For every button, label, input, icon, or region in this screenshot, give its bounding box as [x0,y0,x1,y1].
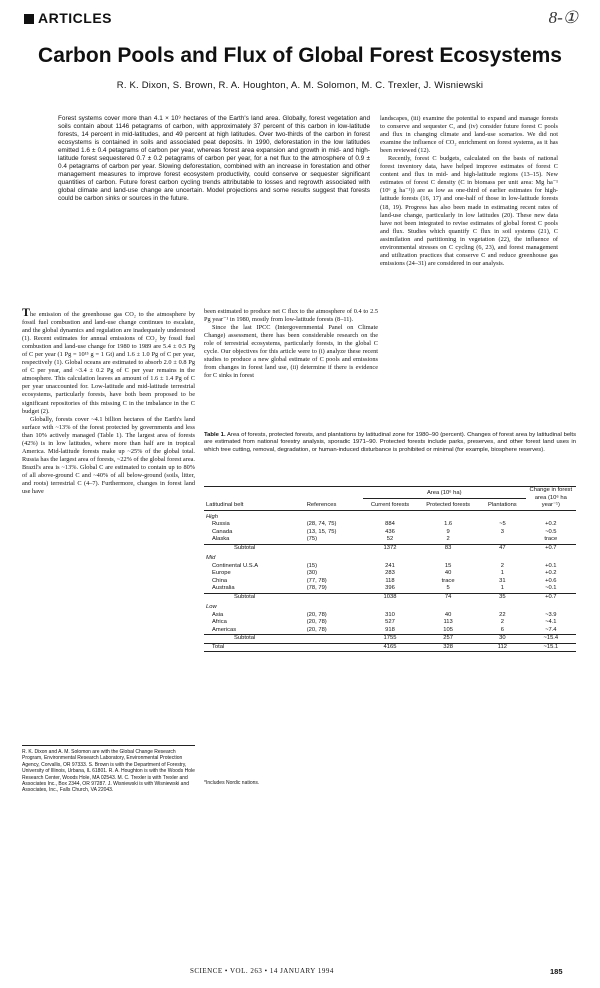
table-cell-plantations [479,536,525,544]
left-column-body [22,305,195,496]
table-cell-plantations: 31 [499,577,506,584]
section-tag [24,10,112,26]
body-paragraph: landscapes, (iii) examine the potential to expand and manage forests to conserve and sequester C, and (iv) consider future forest C pools and flux in changing climate and land-use scenarios. We did not examine the influence of CO₂ enrichment on forest systems, as it has been reviewed (12). [380,115,558,155]
table-cell-references: (28, 74, 75) [306,521,337,527]
author-list: R. K. Dixon, S. Brown, R. A. Houghton, A. M. Solomon, M. C. Trexler, J. Wisniewski [116,80,484,91]
table-cell-plantations: 1 [500,585,504,591]
country-name: Africa [212,619,227,625]
table-caption [204,432,576,454]
table-cell-change: ~7.4 [545,626,557,633]
table-cell-protected: 328 [417,643,479,652]
table-cell-protected: trace [441,577,455,584]
change-header: Change in forest area (10⁶ ha year⁻¹) [526,487,576,511]
table-cell-change: ~4.1 [545,619,557,625]
abstract: Forest systems cover more than 4.1 × 10⁹ hectares of the Earth's land area. Globally, forest vegetation and soils contain about 1146 petagrams of carbon, with approximately 37 percent of this carbon in low-latitude forests, 14 percent in mid-latitudes, and 49 percent at high latitudes. Over two-thirds of the carbon in forest ecosystems is contained in soils and associated peat deposits. In 1990, deforestation in the low latitudes emitted 1.6 ± 0.4 petagrams of carbon per year, whereas forest area expansion and growth in mid- and high-latitude forest sequestered 0.7 ± 0.2 petagrams of carbon per year, for a net flux to the atmosphere of 0.9 ± 0.4 petagrams of carbon per year. Slowing deforestation, combined with an increase in forestation and other management measures to improve forest ecosystem productivity, could conserve or sequester significant quantities of carbon. Future forest carbon cycling trends attributable to losses and regrowth associated with global climate and land-use change are uncertain. Model projections and some results suggest that forests could be carbon sinks or sources in the future. [58,115,370,203]
table-row [204,536,576,544]
table-cell-references: (77, 78) [306,577,327,584]
table-cell-current: 283 [385,570,395,576]
table-row [204,635,576,644]
table-row [204,563,576,571]
table-cell-plantations: 47 [479,544,525,552]
table-cell-references [305,643,363,652]
table-cell-plantations: 22 [499,611,506,618]
table-cell-change: trace [544,536,558,542]
table-cell-change: ~0.5 [545,528,557,535]
table-cell-change: ~15.4 [526,635,576,644]
table-cell-current: 527 [385,619,395,625]
current-forests-header: Current forests [363,498,417,510]
table-cell-change: +0.2 [545,521,557,527]
table-row [204,521,576,529]
body-paragraph-text: he emission of the greenhouse gas CO₂ to the atmosphere by fossil fuel combustion and land-use change continues to escalate, and the global dynamics and regulation are inadequately understood (1). Recent estimates for annual emissions of CO₂ by fossil fuel combustion and land-use change for 1980 to 1989 are 5.4 ± 0.5 Pg of C per year (1 Pg = 10¹⁵ g = 1 Gt) and 1.6 ± 1.0 Pg of C per year, respectively (1). Global oceans are estimated to absorb 2.0 ± 0.8 Pg of C per year, and ~3.4 ± 0.2 Pg of C per year remains in the atmosphere. This calculation leaves an amount of 1.6 ± 1.4 Pg of C per year unaccounted for. Low-latitude and mid-latitude terrestrial ecosystems, particularly forests, have both been proposed to be significant repositories of this missing C in the imbalance in the C budget (2). [22,311,195,415]
table-cell-change: ~0.1 [545,585,557,591]
subtotal-label: Subtotal [204,593,305,601]
table-cell-change: +0.7 [526,593,576,601]
footnote-divider [22,745,195,746]
subtotal-label: Subtotal [204,635,305,644]
table-header-row [204,498,576,510]
table-region-row [204,510,576,521]
country-name: Americas [212,626,237,633]
country-name: Alaska [212,536,230,542]
table-cell-protected: 113 [443,619,453,625]
table-cell-references [305,593,363,601]
author-affiliations-footnote: R. K. Dixon and A. M. Solomon are with the Global Change Research Program, Environmental Research Laboratory, Environmental Protection Agency, Corvallis, OR 97333. S. Brown is with the Department of Forestry, University of Illinois, Urbana, IL 61801. R. A. Houghton is with the Woods Hole Research Center, Woods Hole, MA 02543. M. C. Trexler is with Trexler and Associates Inc., Box 2344, OR 97287. J. Wisniewski is with Wisniewski and Associates, Inc., Falls Church, VA 22043. [22,749,195,794]
plantations-header: Plantations [479,498,525,510]
table-row [204,578,576,586]
region-label: Low [206,604,217,610]
table-cell-current: 436 [385,528,395,535]
table-cell-change: ~3.9 [545,611,557,618]
country-name: Asia [212,611,224,618]
country-name: Europe [212,570,231,576]
region-label: Mid [206,555,216,561]
table-row [204,529,576,537]
table-cell-current: 310 [385,611,395,618]
table-row [204,570,576,578]
table-region-row [204,601,576,612]
table-cell-protected: 40 [444,570,452,576]
subtotal-label: Subtotal [204,544,305,552]
table-row [204,627,576,635]
right-column-intro [380,115,558,268]
table-cell-current: 4165 [363,643,417,652]
table-cell-change: +0.1 [545,562,557,569]
handwritten-note: 8-① [548,8,578,27]
table-cell-change: +0.7 [526,544,576,552]
table-cell-references [305,635,363,644]
table-cell-plantations: 6 [500,626,504,633]
body-paragraph: Globally, forests cover ~4.1 billion hectares of the Earth's land surface with ~13% of the forest protected by governments and less than 10% actively managed (Table 1). The largest area of forests (42%) is in low latitudes, where more than half are in tropical America. Mid-latitude forests make up ~25% of the global total. Russia has the largest area of forests, ~22% of the global forest area. Brazil's area is ~13%. Global C are estimated to contain up to 80% of all above-ground C and ~40% of all below-ground (soils, litter, and roots) terrestrial C (4–7). Furthermore, changes in forest land use have [22,415,195,496]
table-region-row [204,552,576,563]
protected-forests-header: Protected forests [417,498,479,510]
table-cell-protected: 9 [446,528,450,535]
table-row [204,643,576,652]
table-cell-protected: 40 [444,611,452,618]
table-cell-current: 1755 [363,635,417,644]
page-number: 185 [550,967,563,976]
body-paragraph [22,305,195,416]
table-cell-current: 884 [385,521,395,527]
table-body [204,510,576,652]
drop-cap: T [22,305,31,319]
table-cell-current: 1372 [363,544,417,552]
table-row [204,619,576,627]
table-cell-protected: 83 [417,544,479,552]
table-cell-plantations: 1 [500,570,504,576]
table-cell-references: (20, 78) [306,619,327,625]
table-cell-current: 396 [385,585,395,591]
table-row [204,544,576,552]
total-label: Total [204,643,305,652]
body-paragraph: been estimated to produce net C flux to the atmosphere of 0.4 to 2.5 Pg year⁻¹ in 1980, mostly from low-latitude forests (8–11). [204,308,378,324]
table-cell-protected: 257 [417,635,479,644]
table-cell-references: (20, 78) [306,626,327,633]
table-cell-change: +0.2 [545,570,557,576]
table-cell-plantations: 30 [479,635,525,644]
article-title: Carbon Pools and Flux of Global Forest Ecosystems [38,44,562,67]
table-row [204,612,576,620]
table-cell-protected: 5 [446,585,450,591]
region-label: High [206,513,218,520]
belt-header: Latitudinal belt [204,498,305,510]
forest-area-table [204,486,576,652]
table-cell-references: (78, 79) [306,585,327,591]
section-bullet-icon [24,14,34,24]
country-name: Canada [212,528,233,535]
table-row [204,585,576,593]
body-paragraph: Recently, forest C budgets, calculated on the basis of national forest inventory data, have helped improve estimates of forest C content and flux in mid- and high-latitude regions (13–15). New estimates of forest C density (C in biomass per unit area: Mg ha⁻¹ (10⁶ g ha⁻¹)) are as low as one-third of earlier estimates for high-latitude forests (16, 17) and one-half of those in low-latitude forests (18, 19). Progress has also been made in estimating recent rates of land-use change, particularly in low latitudes (20). These new data have not been integrated to revise estimates of global forest C pools and flux. Studies which quantify C flux in soil systems (21), C assimilation and partitioning in vegetation (22), the influence of environmental stresses on C cycling (6, 23), and forest management and utilization practices that conserve C and reduce greenhouse gas emissions (24–31) are considered in our analysis. [380,155,558,267]
table-cell-change: +0.6 [545,577,557,584]
table-cell-plantations: 112 [479,643,525,652]
middle-column-body [204,308,378,380]
table-cell-protected: 1.6 [444,521,453,527]
country-name: Australia [212,585,235,591]
table-cell-current: 918 [385,626,395,633]
table-cell-plantations: 3 [500,528,504,535]
table-cell-protected: 74 [417,593,479,601]
table-caption-text: Area of forests, protected forests, and plantations by latitudinal zone for 1980–90 (percent). Changes of forest area by latitudinal belts are estimated from national forestry analysis, sporadic 1971–90. Protected forests include parks, preserves, and other forest land uses in which tree cutting, removal, degradation, or human-induced disturbance is prohibited or minimal (for example, biosphere reserves). [204,432,577,453]
table-cell-references: (30) [306,570,318,576]
table-cell-current: 1038 [363,593,417,601]
table-cell-references: (13, 15, 75) [306,528,337,535]
body-paragraph: Since the last IPCC (Intergovernmental Panel on Climate Change) assessment, there has been considerable research on the role of terrestrial ecosystems, particularly forests, in the global C cycle. Our objectives for this article were to (i) analyze these recent studies to produce a new global estimate of C pools and emissions from changes in forest land use, (ii) determine if there is evidence for C sinks in forest [204,324,378,380]
journal-citation: SCIENCE • VOL. 263 • 14 JANUARY 1994 [190,967,334,975]
area-group-header: Area (10⁶ ha) [363,487,526,499]
table-cell-current: 118 [385,577,395,584]
table-footnote: *Includes Nordic nations. [204,780,260,786]
country-name: Continental U.S.A [212,562,259,569]
table-cell-change: ~15.1 [526,643,576,652]
table-row [204,593,576,601]
section-label: ARTICLES [38,10,112,26]
table-cell-protected: 15 [444,562,452,569]
table-cell-plantations: 35 [479,593,525,601]
table-cell-protected: 2 [446,536,450,542]
table-cell-current: 241 [385,562,395,569]
table-cell-plantations: 2 [500,562,504,569]
table-cell-current: 52 [386,536,394,542]
table-cell-references: (75) [306,536,318,542]
table-caption-label: Table 1. [204,432,226,438]
table-cell-plantations: ~5 [499,521,506,527]
country-name: Russia [212,521,230,527]
table-header-row [204,487,576,499]
country-name: China [212,577,228,584]
table [204,486,576,652]
table-cell-references: (15) [306,562,318,569]
table-cell-references: (20, 78) [306,611,327,618]
table-cell-plantations: 2 [500,619,504,625]
table-cell-references [305,544,363,552]
table-cell-protected: 105 [443,626,453,633]
references-header: References [305,498,363,510]
